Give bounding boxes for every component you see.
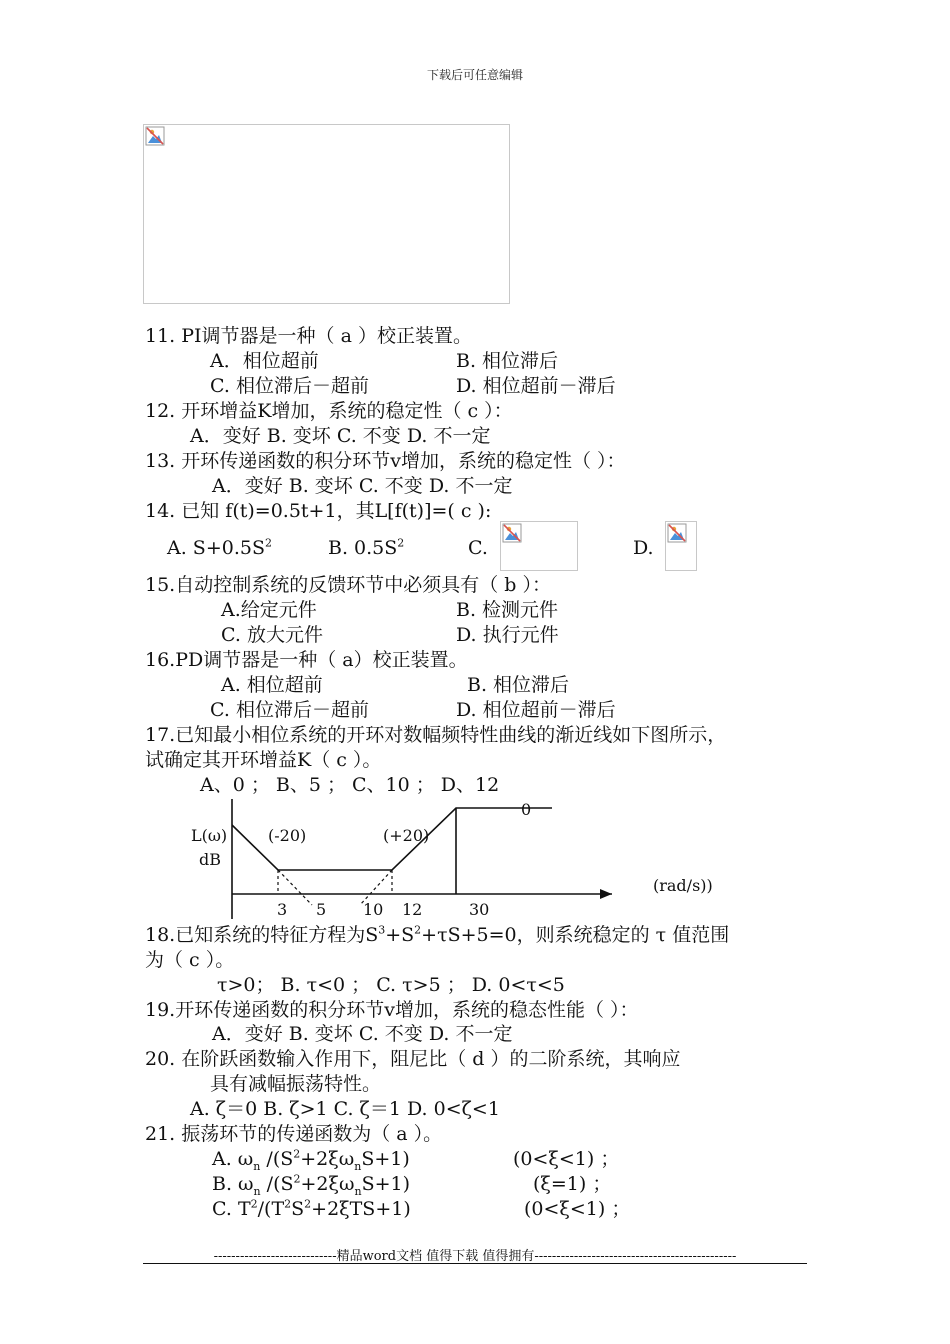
q21-option-c: C. $T^2/(T^2S^2+2\xi TS+1)$ xyxy=(212,1197,411,1220)
q21-option-b: B. $\omega_n$ $/(S^2+2\xi\omega_nS+1)$ xyxy=(212,1172,411,1198)
x-axis-unit: (rad/s)) xyxy=(653,876,713,895)
q16-option-c: C. 相位滞后－超前 xyxy=(210,699,369,721)
tick-label: 3 xyxy=(277,900,288,919)
q15-option-c: C. 放大元件 xyxy=(221,624,323,646)
tick-label: 5 xyxy=(316,900,327,919)
question-15: 15.自动控制系统的反馈环节中必须具有（ b ）： xyxy=(145,574,551,596)
q17-options: A、0 ； B、5 ； C、10 ； D、12 xyxy=(200,774,500,796)
q14-option-c: C. xyxy=(468,537,488,559)
question-11: 11. PI调节器是一种（ a ）校正装置。 xyxy=(145,325,472,347)
q11-option-c: C. 相位滞后－超前 xyxy=(210,375,369,397)
q16-option-a: A. 相位超前 xyxy=(221,674,323,696)
q21-option-a: A. $\omega_n$ $/(S^2+2\xi\omega_nS+1)$ xyxy=(212,1147,410,1173)
tick-label: 12 xyxy=(402,900,423,919)
q14-option-a: A. $S+0.5S^2$ xyxy=(167,536,272,559)
q21-option-c-condition: (0<ξ<1) ； xyxy=(524,1198,631,1220)
q21-option-a-condition: (0<ξ<1) ； xyxy=(513,1148,620,1170)
q16-option-d: D. 相位超前－滞后 xyxy=(456,699,616,721)
question-17: 17.已知最小相位系统的开环对数幅频特性曲线的渐近线如下图所示， xyxy=(145,724,727,746)
broken-image-icon xyxy=(502,523,522,543)
question-19: 19.开环传递函数的积分环节v增加，系统的稳态性能（ ）： xyxy=(145,999,639,1021)
y-axis-label: L(ω) xyxy=(191,826,228,845)
question-13: 13. 开环传递函数的积分环节v增加，系统的稳定性（ ）： xyxy=(145,450,626,472)
q14-option-c-image xyxy=(500,521,578,571)
q11-option-a: A．相位超前 xyxy=(210,350,319,372)
question-17-line2: 试确定其开环增益K（ c ）。 xyxy=(145,749,382,771)
q11-option-b: B. 相位滞后 xyxy=(456,350,559,372)
footer-rule xyxy=(143,1263,807,1264)
q12-options: A．变好 B. 变坏 C. 不变 D. 不一定 xyxy=(190,425,491,447)
page-header: 下载后可任意编辑 xyxy=(426,68,523,82)
slope-left-label: (-20) xyxy=(268,826,307,845)
q18-options: τ>0； B. τ<0 ； C. τ>5 ； D. 0<τ<5 xyxy=(217,974,565,996)
question-20: 20. 在阶跃函数输入作用下，阻尼比（ d ）的二阶系统，其响应 xyxy=(145,1048,681,1070)
page-footer: ----------------------------精品word文档 值得下载 值得拥有---------------------------------------------- xyxy=(213,1249,737,1264)
q21-option-b-condition: (ξ=1) ； xyxy=(533,1173,612,1195)
q14-option-d: D. xyxy=(633,537,654,559)
q20-options: A. ζ＝0 B. ζ>1 C. ζ＝1 D. 0<ζ<1 xyxy=(190,1098,500,1120)
tick-label: 10 xyxy=(363,900,384,919)
question-12: 12. 开环增益K增加，系统的稳定性（ c ）： xyxy=(145,400,513,422)
q13-options: A．变好 B. 变坏 C. 不变 D. 不一定 xyxy=(212,475,513,497)
q16-option-b: B. 相位滞后 xyxy=(467,674,570,696)
image-placeholder xyxy=(143,124,510,304)
q15-option-a: A.给定元件 xyxy=(221,599,317,621)
y-axis-unit: dB xyxy=(199,850,221,869)
q15-option-d: D. 执行元件 xyxy=(456,624,559,646)
tick-label: 30 xyxy=(469,900,490,919)
x-axis-arrow xyxy=(600,889,612,899)
question-16: 16.PD调节器是一种（ a）校正装置。 xyxy=(145,649,468,671)
question-18: 18.已知系统的特征方程为$S^3+S^2+\tau S+5=0$，则系统稳定的 τ 值范围 xyxy=(145,923,730,946)
q15-option-b: B. 检测元件 xyxy=(456,599,559,621)
q19-options: A．变好 B. 变坏 C. 不变 D. 不一定 xyxy=(212,1023,513,1045)
question-14: 14. 已知 f(t)=0.5t+1，其L[f(t)]=( c ): xyxy=(145,500,492,522)
bode-magnitude-sketch xyxy=(180,795,740,925)
q11-option-d: D. 相位超前－滞后 xyxy=(456,375,616,397)
question-21: 21. 振荡环节的传递函数为（ a ）。 xyxy=(145,1123,443,1145)
question-20-line2: 具有减幅振荡特性。 xyxy=(210,1073,382,1095)
slope-right-label: (+20) xyxy=(383,826,430,845)
broken-image-icon xyxy=(667,523,687,543)
q14-option-b: B. $0.5S^2$ xyxy=(328,536,405,559)
q14-option-d-image xyxy=(665,521,697,571)
question-18-line2: 为（ c ）。 xyxy=(145,949,235,971)
broken-image-icon xyxy=(145,126,165,146)
slope-top-label: 0 xyxy=(521,800,532,819)
